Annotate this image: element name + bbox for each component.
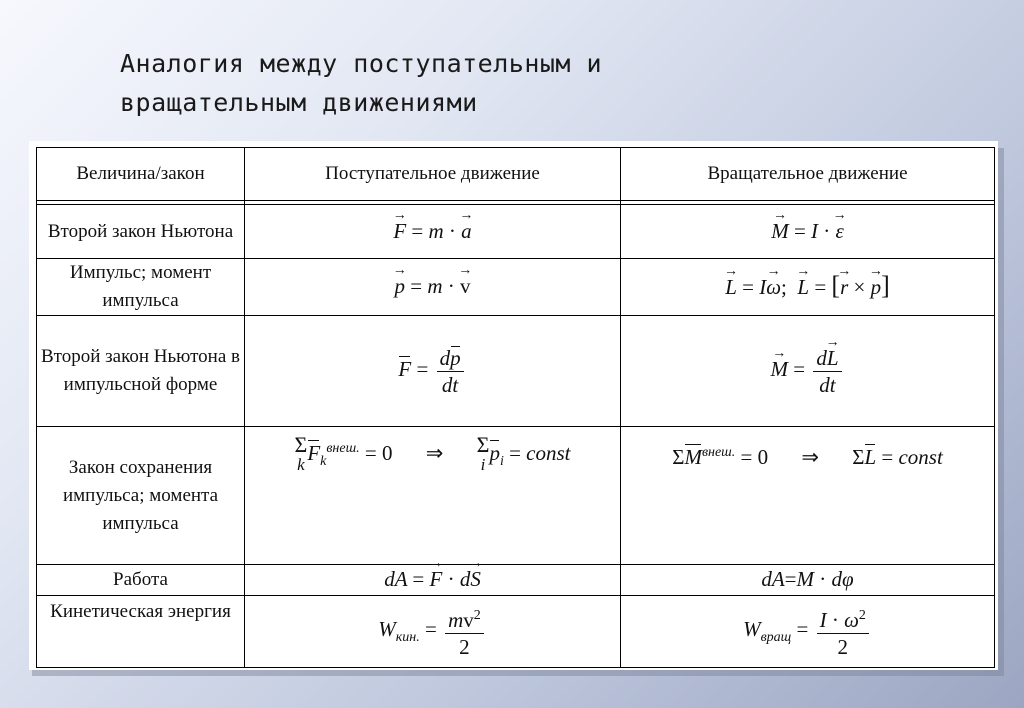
header-rotational: Вращательное движение [621, 148, 995, 201]
table-row [37, 596, 995, 668]
row-label-newton-2-momentum: Второй закон Ньютона в импульсной форме [37, 316, 245, 427]
formula-conservation-translational: Σ k $F_k^{внеш.} = 0$ ⇒ Σ i $p_i$ = const [245, 427, 621, 565]
formula-momentum-rotational: → L = I→ ω; → L = [→ r × → p] [621, 259, 995, 316]
slide-title [120, 44, 900, 122]
title-line-2: вращательным движениями [120, 88, 478, 117]
table-row [37, 565, 995, 596]
analogy-table [36, 147, 995, 668]
table-row [37, 427, 995, 565]
table-row [37, 205, 995, 259]
header-quantity: Величина/закон [37, 148, 245, 201]
row-label-momentum: Импульс; момент импульса [37, 259, 245, 316]
formula-work-translational: dA = → F · d→ S [245, 565, 621, 596]
formula-newton-2-translational: → F = m · → a [245, 205, 621, 259]
row-label-kinetic-energy: Кинетическая энергия [37, 596, 245, 668]
formula-kinetic-rotational: $W_{вращ}$ = $\frac{I \cdot \omega^2}{2}$ [621, 596, 995, 668]
table-row [37, 259, 995, 316]
header-translational: Поступательное движение [245, 148, 621, 201]
formula-newton-2-rotational: → M = I · → ε [621, 205, 995, 259]
table-header-row [37, 148, 995, 201]
formula-work-rotational: dA=M · dφ [621, 565, 995, 596]
row-label-conservation: Закон сохранения импульса; момента импульса [37, 427, 245, 565]
row-label-newton-2: Второй закон Ньютона [37, 205, 245, 259]
table-row [37, 316, 995, 427]
formula-kinetic-translational: $W_{кин.}$ = $\frac{mv^2}{2}$ [245, 596, 621, 668]
formula-momentum-translational: → p = m · → v [245, 259, 621, 316]
formula-newton-2-momentum-translational: F = $\frac{dp}{dt}$ [245, 316, 621, 427]
formula-newton-2-momentum-rotational: → M = $\frac{d\to L}{dt}$ [621, 316, 995, 427]
row-label-work: Работа [37, 565, 245, 596]
formula-conservation-rotational: $\Sigma M^{внеш.} = 0$ ⇒ ΣL = const [621, 427, 995, 565]
title-line-1: Аналогия между поступательным и [120, 49, 603, 78]
